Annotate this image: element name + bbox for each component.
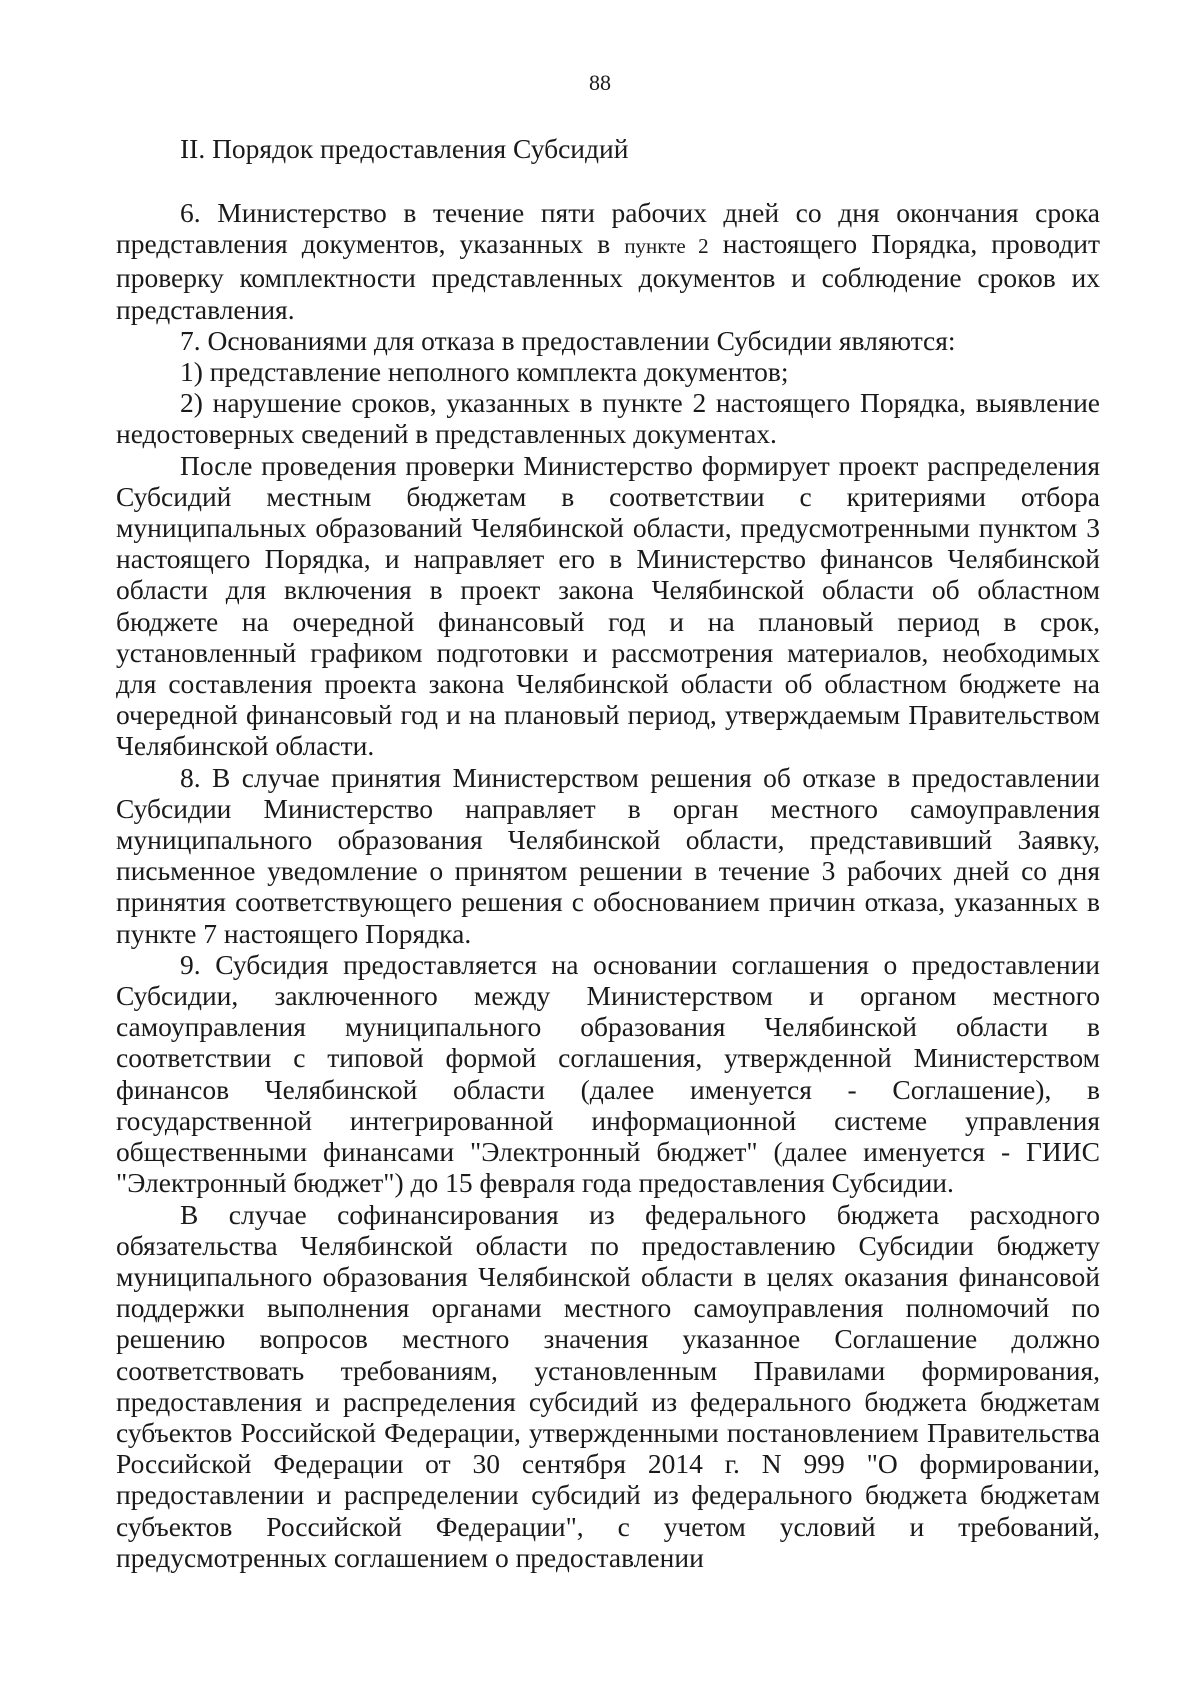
paragraph-reference: пункте 2 [624,234,709,259]
paragraph-item-9: 9. Субсидия предоставляется на основании соглашения о предоставлении Субсидии, заключенного между Министерством и органом местного самоуправления муниципального образования Челябинской области в соответствии с типовой формой соглашения, утвержденной Министерством финансов Челябинской области (далее именуется - Соглашение), в государственной интегрированной информационной системе управления общественными финансами "Электронный бюджет" (далее именуется - ГИИС "Электронный бюджет") до 15 февраля года предоставления Субсидии. [116,948,1100,1199]
page-number: 88 [589,70,611,95]
paragraph-item-7: 7. Основаниями для отказа в предоставлении Субсидии являются: [180,324,956,356]
paragraph-text: настоящего Порядка, проводит проверку комплектности представленных документов и соблюдение сроков их представления. [116,228,1101,325]
paragraph-subitem-1: 1) представление неполного комплекта документов; [180,356,789,388]
paragraph-cofinancing: В случае софинансирования из федерального бюджета расходного обязательства Челябинской области по предоставлению Субсидии бюджету муниципального образования Челябинской области в целях оказания финансовой поддержки выполнения органами местного самоуправления полномочий по решению вопросов местного значения указанное Соглашение должно соответствовать требованиям, установленным Правилами формирования, предоставления и распределения субсидий из федерального бюджета бюджетам субъектов Российской Федерации, утвержденными постановлением Правительства Российской Федерации от 30 сентября 2014 г. N 999 "О формировании, предоставлении и распределении субсидий из федерального бюджета бюджетам субъектов Российской Федерации", с учетом условий и требований, предусмотренных соглашением о предоставлении [116,1198,1100,1573]
section-title: II. Порядок предоставления Субсидий [180,133,629,164]
paragraph-item-6 [116,197,1100,325]
paragraph-item-8: 8. В случае принятия Министерством решения об отказе в предоставлении Субсидии Министерство направляет в орган местного самоуправления муниципального образования Челябинской области, представивший Заявку, письменное уведомление о принятом решении в течение 3 рабочих дней со дня принятия соответствующего решения с обоснованием причин отказа, указанных в пункте 7 настоящего Порядка. [116,761,1100,949]
paragraph-distribution: После проведения проверки Министерство формирует проект распределения Субсидий местным бюджетам в соответствии с критериями отбора муниципальных образований Челябинской области, предусмотренными пунктом 3 настоящего Порядка, и направляет его в Министерство финансов Челябинской области для включения в проект закона Челябинской области об областном бюджете на очередной финансовый год и на плановый период в срок, установленный графиком подготовки и рассмотрения материалов, необходимых для составления проекта закона Челябинской области об областном бюджете на очередной финансовый год и на плановый период, утверждаемым Правительством Челябинской области. [116,449,1100,762]
paragraph-text: 6. Министерство в течение пяти рабочих дней со дня окончания срока представления документов, указанных в [116,197,1100,260]
document-body [116,197,1100,1573]
paragraph-subitem-2: 2) нарушение сроков, указанных в пункте 2 настоящего Порядка, выявление недостоверных сведений в представленных документах. [116,387,1100,450]
